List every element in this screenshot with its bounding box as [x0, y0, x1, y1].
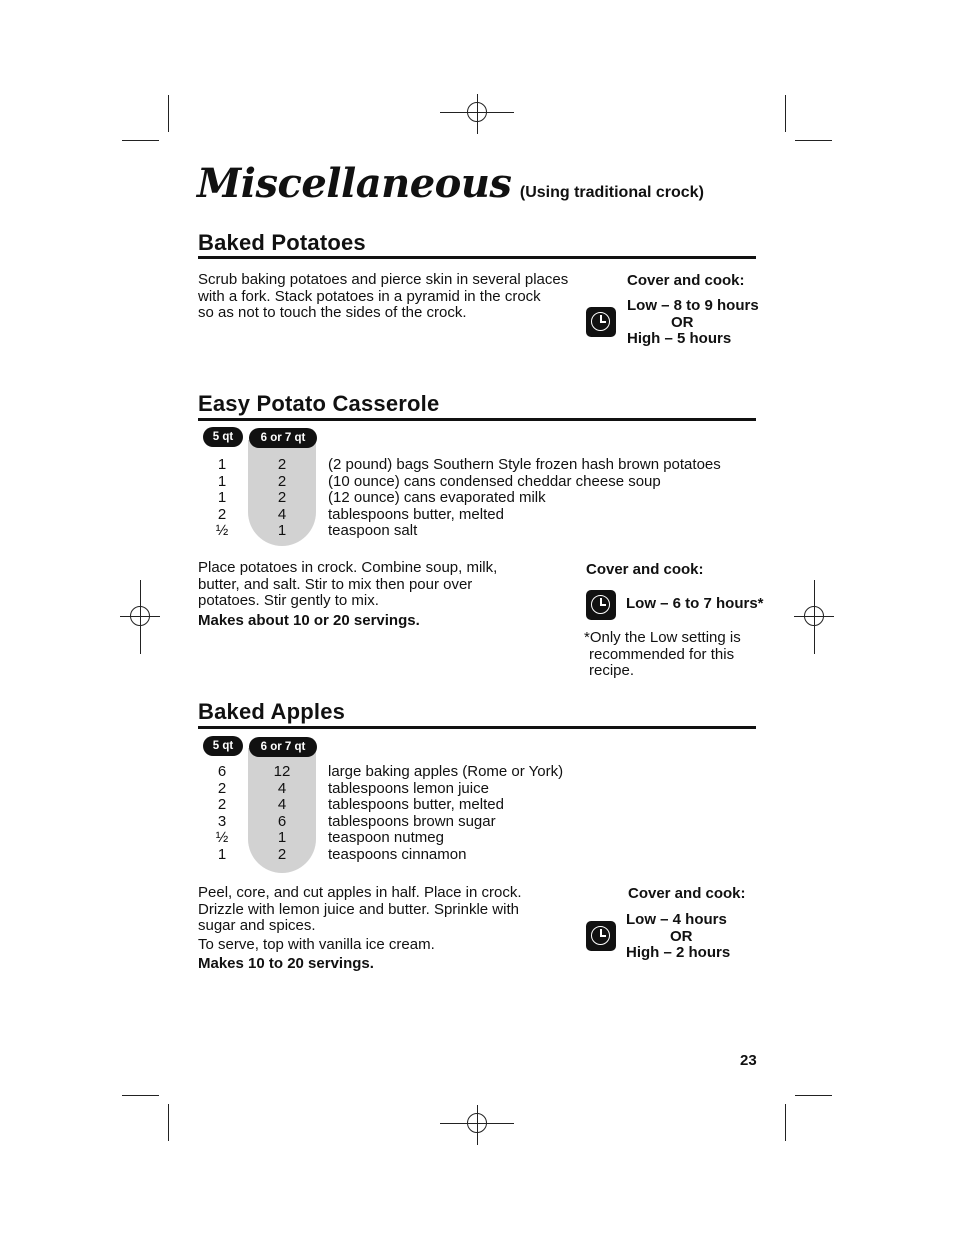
- apples-yield: Makes 10 to 20 servings.: [198, 955, 374, 973]
- crop-mark: [168, 1104, 169, 1141]
- apples-instructions: Peel, core, and cut apples in half. Place in crock. Drizzle with lemon juice and butter. Sprinkle with sugar and spices. To serve, top with vanilla ice cream. Makes 10 to 20 servings.: [198, 884, 522, 973]
- page-title-main: Miscellaneous: [197, 160, 512, 207]
- clock-icon: [586, 590, 616, 620]
- registration-circle: [467, 102, 487, 122]
- size-badge-5qt: 5 qt: [203, 736, 243, 756]
- casserole-yield: Makes about 10 or 20 servings.: [198, 611, 420, 629]
- low-setting-note: *Only the Low setting is recommended for this recipe.: [584, 629, 741, 680]
- cook-time-low: Low – 4 hours: [626, 911, 727, 928]
- crop-mark: [795, 1095, 832, 1096]
- cook-time-high: High – 5 hours: [627, 330, 732, 348]
- page-subtitle: (Using traditional crock): [519, 184, 704, 201]
- apples-serve: To serve, top with vanilla ice cream.: [198, 935, 435, 953]
- list-item: large baking apples (Rome or York): [328, 763, 564, 780]
- page-number: 23: [740, 1052, 757, 1069]
- page-title: [197, 160, 704, 207]
- baked-potatoes-instructions: Scrub baking potatoes and pierce skin in several places with a fork. Stack potatoes in a pyramid in the crock so as not to touch the sides of the crock.: [198, 271, 569, 322]
- crop-mark: [785, 1104, 786, 1141]
- list-item: teaspoon nutmeg: [328, 829, 444, 847]
- crop-mark: [122, 1095, 159, 1096]
- list-item: tablespoons brown sugar: [328, 812, 496, 830]
- cook-time-or: OR: [671, 313, 694, 331]
- ingredient-list: [328, 764, 563, 864]
- size-badge-5qt: 5 qt: [203, 427, 243, 447]
- registration-circle: [130, 606, 150, 626]
- small-qty-column: 1 1 1 2 ½: [215, 456, 229, 540]
- section-rule: [198, 726, 756, 729]
- registration-circle: [467, 1113, 487, 1133]
- list-item: tablespoons lemon juice: [328, 779, 489, 797]
- clock-icon: [586, 307, 616, 337]
- ingredient-list: [328, 457, 721, 540]
- cook-label: Cover and cook:: [586, 561, 704, 578]
- recipe-heading-baked-potatoes: Baked Potatoes: [198, 230, 366, 255]
- cook-time-low: Low – 6 to 7 hours*: [626, 595, 764, 612]
- list-item: (12 ounce) cans evaporated milk: [328, 489, 546, 507]
- crop-mark: [168, 95, 169, 132]
- list-item: tablespoons butter, melted: [328, 796, 504, 814]
- registration-circle: [804, 606, 824, 626]
- section-rule: [198, 418, 756, 421]
- crop-mark: [122, 140, 159, 141]
- cook-label: Cover and cook:: [627, 272, 745, 289]
- casserole-instructions: Place potatoes in crock. Combine soup, milk, butter, and salt. Stir to mix then pour over potatoes. Stir gently to mix. Makes about 10 or 20 servings.: [198, 559, 498, 629]
- cook-time-high: High – 2 hours: [626, 944, 731, 962]
- crop-mark: [795, 140, 832, 141]
- size-badge-6-7qt: 6 or 7 qt: [249, 737, 317, 757]
- large-qty-column: 12 4 4 6 1 2: [273, 763, 291, 863]
- cook-label: Cover and cook:: [628, 885, 746, 902]
- list-item: (2 pound) bags Southern Style frozen hash brown potatoes: [328, 456, 721, 473]
- recipe-heading-easy-potato-casserole: Easy Potato Casserole: [198, 391, 440, 416]
- list-item: teaspoon salt: [328, 522, 418, 540]
- size-badge-6-7qt: 6 or 7 qt: [249, 428, 317, 448]
- crop-mark: [785, 95, 786, 132]
- cook-times: [626, 912, 730, 962]
- list-item: teaspoons cinnamon: [328, 845, 467, 863]
- cook-time-or: OR: [670, 927, 693, 945]
- clock-icon: [586, 921, 616, 951]
- list-item: (10 ounce) cans condensed cheddar cheese soup: [328, 472, 661, 490]
- list-item: tablespoons butter, melted: [328, 505, 504, 523]
- small-qty-column: 6 2 2 3 ½ 1: [215, 763, 229, 863]
- cook-time-low: Low – 8 to 9 hours: [627, 297, 759, 314]
- section-rule: [198, 256, 756, 259]
- large-qty-column: 2 2 2 4 1: [277, 456, 287, 540]
- cook-times: [627, 298, 759, 348]
- recipe-heading-baked-apples: Baked Apples: [198, 699, 346, 724]
